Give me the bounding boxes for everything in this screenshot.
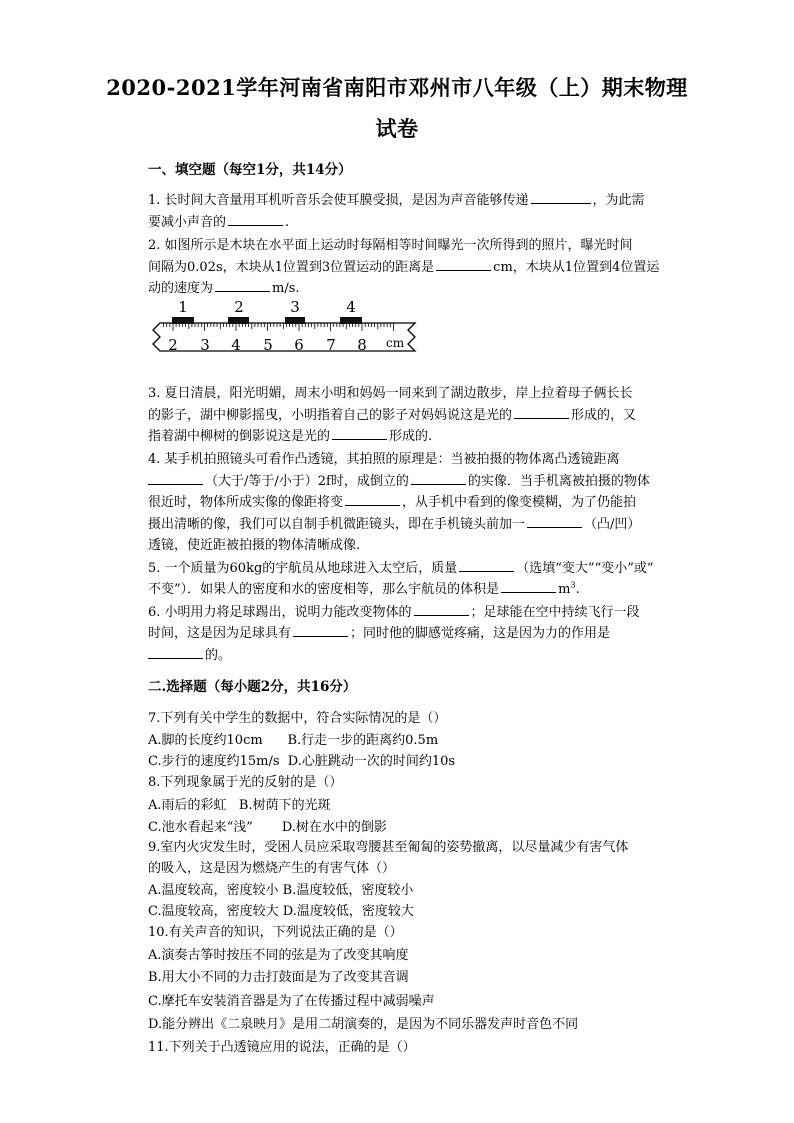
- answer-blank: [501, 578, 556, 593]
- q9-stem-line2: 的吸入，这是因为燃烧产生的有害气体（）: [148, 861, 396, 876]
- q5-text-a: 5. 一个质量为60kg的宇航员从地球进入太空后，质量: [148, 561, 458, 576]
- q2-text-c: cm，木块从1位置到4位置运: [493, 260, 660, 275]
- block-position-4: [340, 317, 362, 324]
- q3-text-b: 的影子，湖中柳影摇曳，小明指着自己的影子对妈妈说这是光的: [148, 408, 513, 423]
- block-position-2: [228, 317, 249, 324]
- q5-text-d: m: [558, 582, 571, 597]
- q4-text-c: 的实像．当手机离被拍摄的物体: [467, 474, 650, 489]
- answer-blank: [414, 601, 469, 616]
- q7-options-cd: C.步行的速度约15m/s D.心脏跳动一次的时间约10s: [148, 754, 456, 769]
- q1-text-a: 1. 长时间大音量用耳机听音乐会使耳膜受损，是因为声音能够传递: [148, 193, 529, 208]
- q8-options-cd: C.池水看起来“浅” D.树在水中的倒影: [148, 820, 387, 835]
- q2-line2: [148, 256, 659, 275]
- q4-line4: [148, 513, 640, 532]
- answer-blank: [527, 513, 582, 528]
- q3-text-c: 形成的，又: [571, 408, 637, 423]
- exam-title-line1: 2020-2021学年河南省南阳市邓州市八年级（上）期末物理: [106, 75, 688, 100]
- q3-text-e: 形成的.: [389, 429, 433, 444]
- q2-text-e: m/s.: [272, 281, 300, 296]
- q7-options-ab: A.脚的长度约10cm B.行走一步的距离约0.5m: [148, 733, 439, 748]
- q2-line3: [148, 277, 300, 296]
- q2-line1: 2. 如图所示是木块在水平面上运动时每隔相等时间曝光一次所得到的照片，曝光时间: [148, 238, 633, 253]
- scale-label-2: 2: [168, 336, 178, 354]
- q4-line5: 透镜，使近距被拍摄的物体清晰成像.: [148, 538, 361, 553]
- section1-heading: 一、填空题（每空1分，共14分）: [148, 162, 352, 178]
- q9-options-cd: C.温度较高，密度较大 D.温度较低，密度较大: [148, 904, 414, 919]
- scale-label-7: 7: [326, 336, 336, 354]
- answer-blank: [436, 256, 491, 271]
- q3-line1: 3. 夏日清晨，阳光明媚，周末小明和妈妈一同来到了湖边散步，岸上拉着母子俩长长: [148, 386, 633, 401]
- q9-options-ab: A.温度较高，密度较小 B.温度较低，密度较小: [148, 883, 414, 898]
- answer-blank: [148, 470, 203, 485]
- answer-blank: [228, 211, 283, 226]
- q1-line2: [148, 211, 289, 230]
- q2-text-d: 动的速度为: [148, 281, 214, 296]
- scale-label-4: 4: [231, 336, 241, 354]
- block-position-3: [285, 317, 305, 324]
- scale-label-6: 6: [294, 336, 304, 354]
- scale-label-8: 8: [357, 336, 367, 354]
- q5-line2: [148, 578, 580, 597]
- answer-blank: [459, 557, 514, 572]
- q3-line3: [148, 425, 432, 444]
- q6-text-d: ；同时他的脚感觉疼痛，这是因为力的作用是: [350, 626, 611, 641]
- exam-title-line2: 试卷: [375, 116, 419, 141]
- answer-blank: [531, 189, 591, 204]
- q10-option-b: B.用大小不同的力击打鼓面是为了改变其音调: [148, 970, 409, 985]
- answer-blank: [293, 622, 348, 637]
- q1-text-b: ，为此需: [592, 193, 645, 208]
- scale-unit-label: cm: [386, 336, 405, 350]
- q6-text-a: 6. 小明用力将足球踢出，说明力能改变物体的: [148, 605, 412, 620]
- q6-line3: [148, 644, 231, 663]
- q9-stem-line1: 9.室内火灾发生时，受困人员应采取弯腰甚至匍匐的姿势撤离，以尽量减少有害气体: [148, 840, 629, 855]
- answer-blank: [411, 470, 466, 485]
- q10-option-a: A.演奏古筝时按压不同的弦是为了改变其响度: [148, 948, 409, 963]
- q4-text-e: ，从手机中看到的像变模糊，为了仍能拍: [402, 495, 637, 510]
- q8-options-ab: A.雨后的彩虹 B.树荫下的光斑: [148, 798, 331, 813]
- q6-text-c: 时间，这是因为足球具有: [148, 626, 292, 641]
- block-label-4: 4: [346, 298, 356, 316]
- q4-text-d: 很近时，物体所成实像的像距将变: [148, 495, 344, 510]
- block-label-2: 2: [234, 298, 244, 316]
- q4-line1: 4. 某手机拍照镜头可看作凸透镜，其拍照的原理是：当被拍摄的物体离凸透镜距离: [148, 452, 620, 467]
- q10-stem: 10.有关声音的知识，下列说法正确的是（）: [148, 925, 403, 940]
- ruler-figure: [150, 297, 425, 359]
- q5-text-f: .: [575, 582, 580, 597]
- answer-blank: [345, 491, 400, 506]
- answer-blank: [148, 644, 203, 659]
- block-label-1: 1: [178, 298, 188, 316]
- q11-stem: 11.下列关于凸透镜应用的说法，正确的是（）: [148, 1040, 416, 1055]
- q7-stem: 7.下列有关中学生的数据中，符合实际情况的是（）: [148, 711, 447, 726]
- q6-line1: [148, 601, 640, 620]
- block-label-3: 3: [290, 298, 300, 316]
- q10-option-c: C.摩托车安装消音器是为了在传播过程中减弱噪声: [148, 994, 435, 1009]
- q4-line3: [148, 491, 636, 510]
- q1-line1: [148, 189, 645, 208]
- q4-text-f: 摄出清晰的像，我们可以自制手机微距镜头，即在手机镜头前加一: [148, 517, 526, 532]
- section2-heading: 二.选择题（每小题2分，共16分）: [148, 679, 357, 695]
- q5-line1: [148, 557, 654, 576]
- q4-text-b: （大于/等于/小于）2f时，成倒立的: [205, 474, 409, 489]
- q3-text-d: 指着湖中柳树的倒影说这是光的: [148, 429, 331, 444]
- q4-text-g: （凸/凹）: [584, 517, 641, 532]
- block-position-1: [172, 317, 194, 324]
- scale-label-5: 5: [263, 336, 273, 354]
- q6-text-e: 的。: [205, 648, 232, 663]
- q1-text-c: 要减小声音的: [148, 215, 227, 230]
- q2-text-b: 间隔为0.02s，木块从1位置到3位置运动的距离是: [148, 260, 435, 275]
- scale-label-3: 3: [200, 336, 210, 354]
- q3-line2: [148, 404, 636, 423]
- q8-stem: 8.下列现象属于光的反射的是（）: [148, 775, 343, 790]
- q5-text-b: （选填“变大”“变小”或“: [516, 561, 654, 576]
- q6-line2: [148, 622, 610, 641]
- answer-blank: [332, 425, 387, 440]
- answer-blank: [215, 277, 270, 292]
- q10-option-d: D.能分辨出《二泉映月》是用二胡演奏的，是因为不同乐器发声时音色不同: [148, 1017, 579, 1032]
- ruler-body: [153, 323, 415, 351]
- q4-line2: [148, 470, 650, 489]
- q5-text-c: 不变”）．如果人的密度和水的密度相等，那么宇航员的体积是: [148, 582, 500, 597]
- q1-text-d: .: [285, 215, 290, 230]
- q5-superscript: 3: [570, 580, 576, 590]
- q6-text-b: ；足球能在空中持续飞行一段: [470, 605, 640, 620]
- answer-blank: [514, 404, 569, 419]
